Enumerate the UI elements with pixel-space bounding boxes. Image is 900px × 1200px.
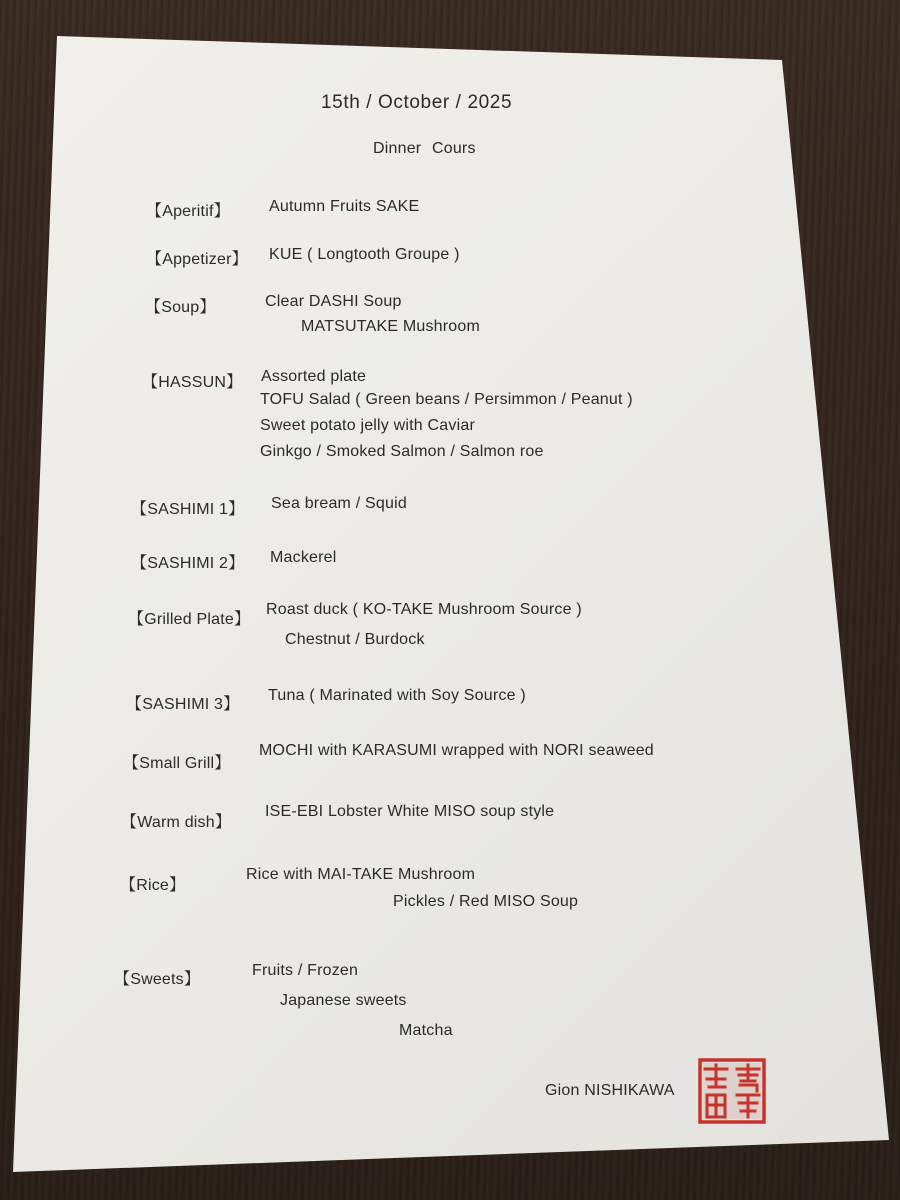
course-label-sweets: 【Sweets】 (114, 971, 201, 988)
course-label-sashimi-2: 【SASHIMI 2】 (131, 555, 245, 572)
course-item: Pickles / Red MISO Soup (393, 893, 579, 910)
course-label-soup: 【Soup】 (145, 299, 216, 316)
course-item: Mackerel (270, 549, 337, 566)
course-item: Fruits / Frozen (252, 962, 359, 979)
course-item: Ginkgo / Smoked Salmon / Salmon roe (260, 443, 544, 460)
course-item: Clear DASHI Soup (265, 293, 402, 310)
course-item: Autumn Fruits SAKE (269, 198, 420, 215)
course-label-sashimi-3: 【SASHIMI 3】 (126, 696, 240, 713)
course-item: ISE-EBI Lobster White MISO soup style (265, 803, 555, 820)
course-item: Tuna ( Marinated with Soy Source ) (268, 687, 526, 704)
seal-stamp-icon (697, 1057, 767, 1125)
course-item: MATSUTAKE Mushroom (301, 318, 481, 335)
course-label-warm-dish: 【Warm dish】 (121, 814, 232, 831)
course-item: Sea bream / Squid (271, 495, 407, 512)
course-label-sashimi-1: 【SASHIMI 1】 (131, 501, 245, 518)
course-item: TOFU Salad ( Green beans / Persimmon / Peanut ) (260, 391, 633, 408)
course-item: KUE ( Longtooth Groupe ) (269, 246, 460, 263)
restaurant-signature: Gion NISHIKAWA (545, 1082, 675, 1099)
course-label-grilled-plate: 【Grilled Plate】 (128, 611, 251, 628)
course-item: Chestnut / Burdock (285, 631, 425, 648)
course-item: Rice with MAI-TAKE Mushroom (246, 866, 476, 883)
course-label-rice: 【Rice】 (120, 877, 186, 894)
course-label-appetizer: 【Appetizer】 (146, 251, 248, 268)
menu-subtitle: Dinner Cours (373, 140, 476, 157)
course-item: MOCHI with KARASUMI wrapped with NORI seaweed (259, 742, 654, 759)
course-item: Matcha (399, 1022, 453, 1039)
course-item: Assorted plate (261, 368, 367, 385)
course-item: Roast duck ( KO-TAKE Mushroom Source ) (266, 601, 582, 618)
course-label-small-grill: 【Small Grill】 (123, 755, 231, 772)
menu-date: 15th / October / 2025 (321, 92, 513, 113)
course-label-hassun: 【HASSUN】 (142, 374, 243, 391)
course-label-aperitif: 【Aperitif】 (146, 203, 230, 220)
course-item: Japanese sweets (280, 992, 407, 1009)
course-item: Sweet potato jelly with Caviar (260, 417, 475, 434)
